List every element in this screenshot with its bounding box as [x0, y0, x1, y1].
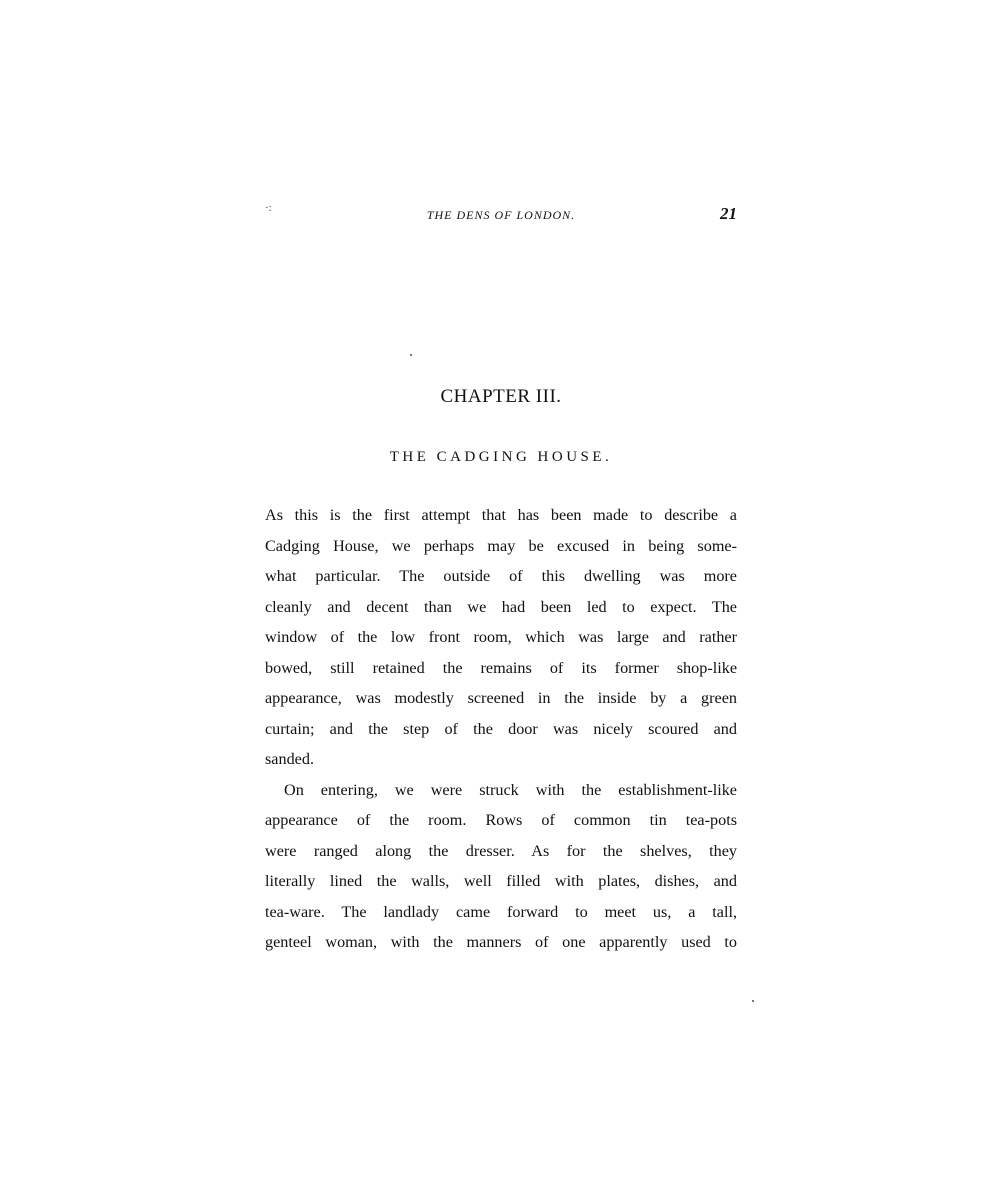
text-line: appearance of the room. Rows of common tin tea-pots	[265, 811, 737, 829]
stray-dot	[410, 354, 412, 356]
text-line: genteel woman, with the manners of one apparently used to	[265, 933, 737, 951]
running-head	[265, 204, 737, 226]
chapter-title: CHAPTER III.	[440, 386, 562, 407]
text-line: appearance, was modestly screened in the inside by a green	[265, 689, 737, 707]
text-line: bowed, still retained the remains of its former shop-like	[265, 658, 737, 677]
text-line: window of the low front room, which was large and rather	[265, 628, 737, 646]
running-head-title: THE DENS OF LONDON.	[426, 208, 576, 222]
body-text	[265, 500, 737, 958]
chapter-subtitle: THE CADGING HOUSE.	[389, 449, 613, 465]
paragraph-2	[265, 775, 737, 958]
text-line: literally lined the walls, well filled with plates, dishes, and	[265, 872, 737, 890]
head-mark: ·:	[265, 202, 272, 214]
page-number: 21	[720, 204, 737, 223]
text-line: were ranged along the dresser. As for the shelves, they	[265, 841, 737, 860]
text-line: curtain; and the step of the door was nicely scoured and	[265, 719, 737, 738]
text-line: On entering, we were struck with the establishment-like	[284, 780, 737, 799]
text-line: what particular. The outside of this dwelling was more	[265, 567, 737, 585]
text-line: As this is the first attempt that has been made to describe a	[265, 506, 737, 524]
stray-dot	[752, 1000, 754, 1002]
text-line: tea-ware. The landlady came forward to meet us, a tall,	[265, 902, 737, 921]
text-line: Cadging House, we perhaps may be excused in being some-	[265, 536, 737, 555]
text-line: sanded.	[265, 750, 314, 768]
text-line: cleanly and decent than we had been led to expect. The	[265, 597, 737, 616]
paragraph-1	[265, 500, 737, 775]
